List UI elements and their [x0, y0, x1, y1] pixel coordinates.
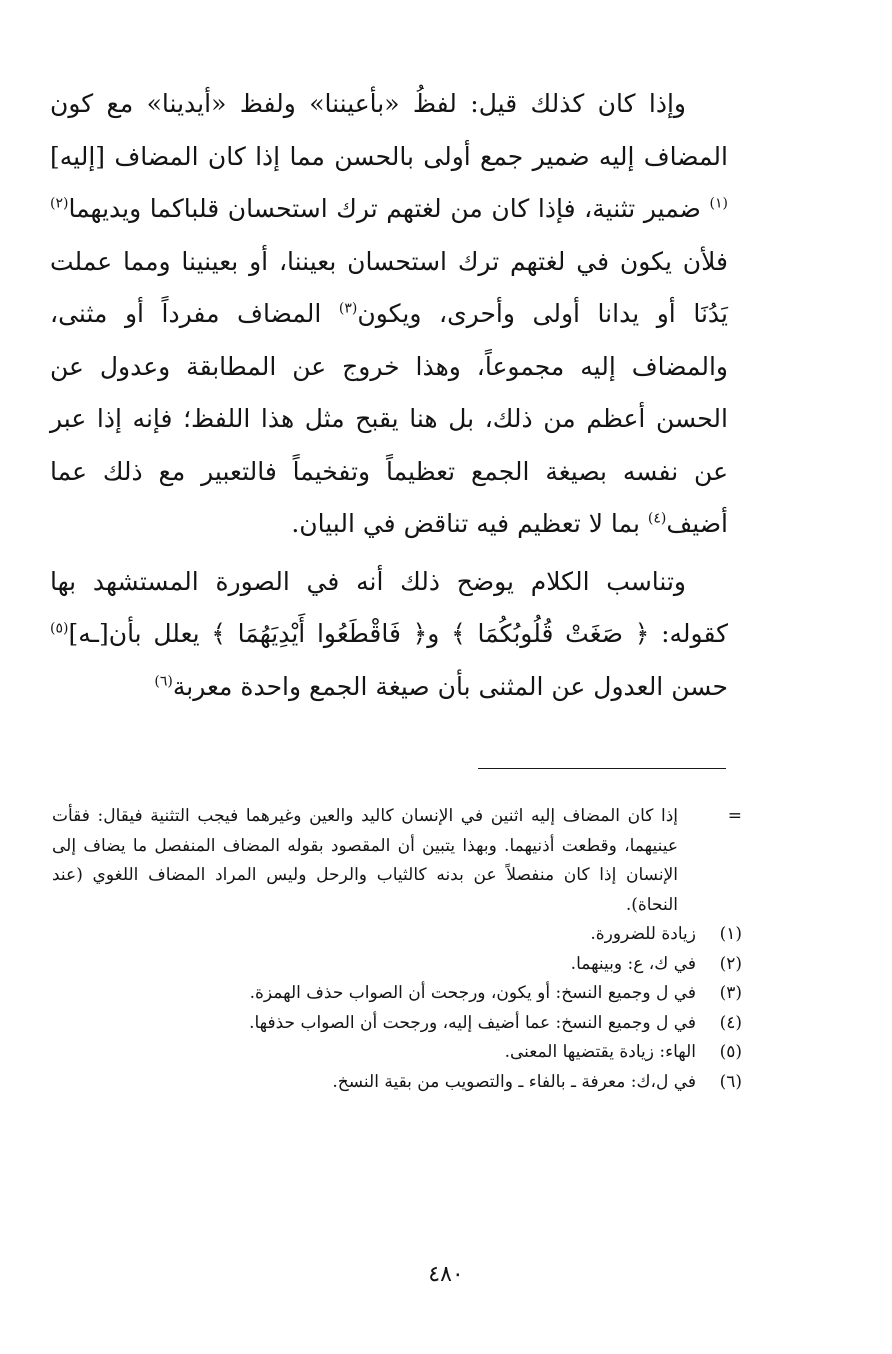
- footnote-ref-2: (٢): [50, 195, 69, 212]
- footnote-item: [52, 950, 742, 980]
- footnote-text: في ك، ع: وبينهما.: [570, 953, 696, 974]
- footnote-item: [52, 979, 742, 1009]
- footnote-ref-6: (٦): [154, 673, 173, 690]
- footnotes-section: [52, 802, 742, 1097]
- footnote-ref-4: (٤): [647, 510, 667, 527]
- footnote-text: زيادة للضرورة.: [590, 924, 696, 944]
- footnote-number: (٦): [719, 1071, 742, 1092]
- footnote-number: (١): [719, 924, 742, 944]
- footnote-number: (٣): [719, 983, 742, 1003]
- body-paragraph-2: [50, 556, 728, 714]
- main-text: [50, 78, 728, 713]
- footnote-continuation: [52, 802, 742, 920]
- footnote-text: في ل وجميع النسخ: أو يكون، ورجحت أن الصواب حذف الهمزة.: [249, 983, 696, 1003]
- footnote-ref-1: (١): [709, 195, 728, 212]
- footnote-text: في ل وجميع النسخ: عما أضيف إليه، ورجحت أن الصواب حذفها.: [249, 1012, 696, 1033]
- paragraph-1-text-4: المضاف مفرداً أو مثنى، والمضاف إليه مجموعاً، وهذا خروج عن المطابقة وعدول عن الحسن أعظم من ذلك، بل هنا يقبح مثل هذا اللفظ؛ فإنه إذا عبر عن نفسه بصيغة الجمع تعظيماً وتفخيماً فالتعبير مع ذلك عما أضيف: [50, 299, 728, 538]
- footnote-text: في ل،ك: معرفة ـ بالفاء ـ والتصويب من بقية النسخ.: [332, 1071, 696, 1092]
- footnote-continuation-text: إذا كان المضاف إليه اثنين في الإنسان كاليد والعين وغيرهما فيجب التثنية فيقال: فقأت عينيهما، وقطعت أذنيهما. وبهذا يتبين أن المقصود بقوله المضاف المنفصل ما يضاف إلى الإنسان إذا كان منفصلاً عن بدنه كالثياب والرحل وليس المراد المضاف اللغوي (عند النحاة).: [52, 806, 678, 915]
- footnote-number: (٢): [719, 953, 742, 974]
- footnote-item: [52, 1009, 742, 1039]
- paragraph-2-text-1: وتناسب الكلام يوضح ذلك أنه في الصورة المستشهد بها كقوله: ﴿ صَغَتْ قُلُوبُكُمَا ﴾ و﴿ فَاقْطَعُوا أَيْدِيَهُمَا ﴾ يعلل بأن[ـه]: [50, 566, 728, 648]
- footnote-number: (٥): [719, 1042, 742, 1062]
- footnote-number: (٤): [719, 1012, 742, 1033]
- footnote-text: الهاء: زيادة يقتضيها المعنى.: [504, 1042, 696, 1062]
- paragraph-1-text-2: ضمير تثنية، فإذا كان من لغتهم ترك استحسان قلباكما ويديهما: [68, 194, 710, 223]
- page-number: ٤٨٠: [428, 1262, 464, 1287]
- footnote-list: [52, 920, 742, 1097]
- footnote-item: [52, 1038, 742, 1068]
- footnote-separator: [478, 768, 726, 769]
- paragraph-1-text-1: وإذا كان كذلك قيل: لفظُ «بأعيننا» ولفظ «أيدينا» مع كون المضاف إليه ضمير جمع أولى بالحسن مما إذا كان المضاف [إليه]: [50, 89, 728, 171]
- paragraph-2-text-2: حسن العدول عن المثنى بأن صيغة الجمع واحدة معربة: [172, 671, 728, 701]
- paragraph-1-text-5: بما لا تعظيم فيه تناقض في البيان.: [291, 509, 648, 538]
- body-paragraph-1: [50, 78, 728, 551]
- footnote-item: [52, 920, 742, 950]
- footnote-ref-5: (٥): [50, 620, 69, 637]
- continuation-mark: =: [727, 806, 742, 826]
- paragraph-1-text-3: فلأن يكون في لغتهم ترك استحسان بعيننا، أو بعينينا ومما عملت يَدُنَا أو يدانا أولى وأحرى، ويكون: [50, 246, 728, 328]
- footnote-ref-3: (٣): [338, 300, 358, 317]
- footnote-item: [52, 1068, 742, 1098]
